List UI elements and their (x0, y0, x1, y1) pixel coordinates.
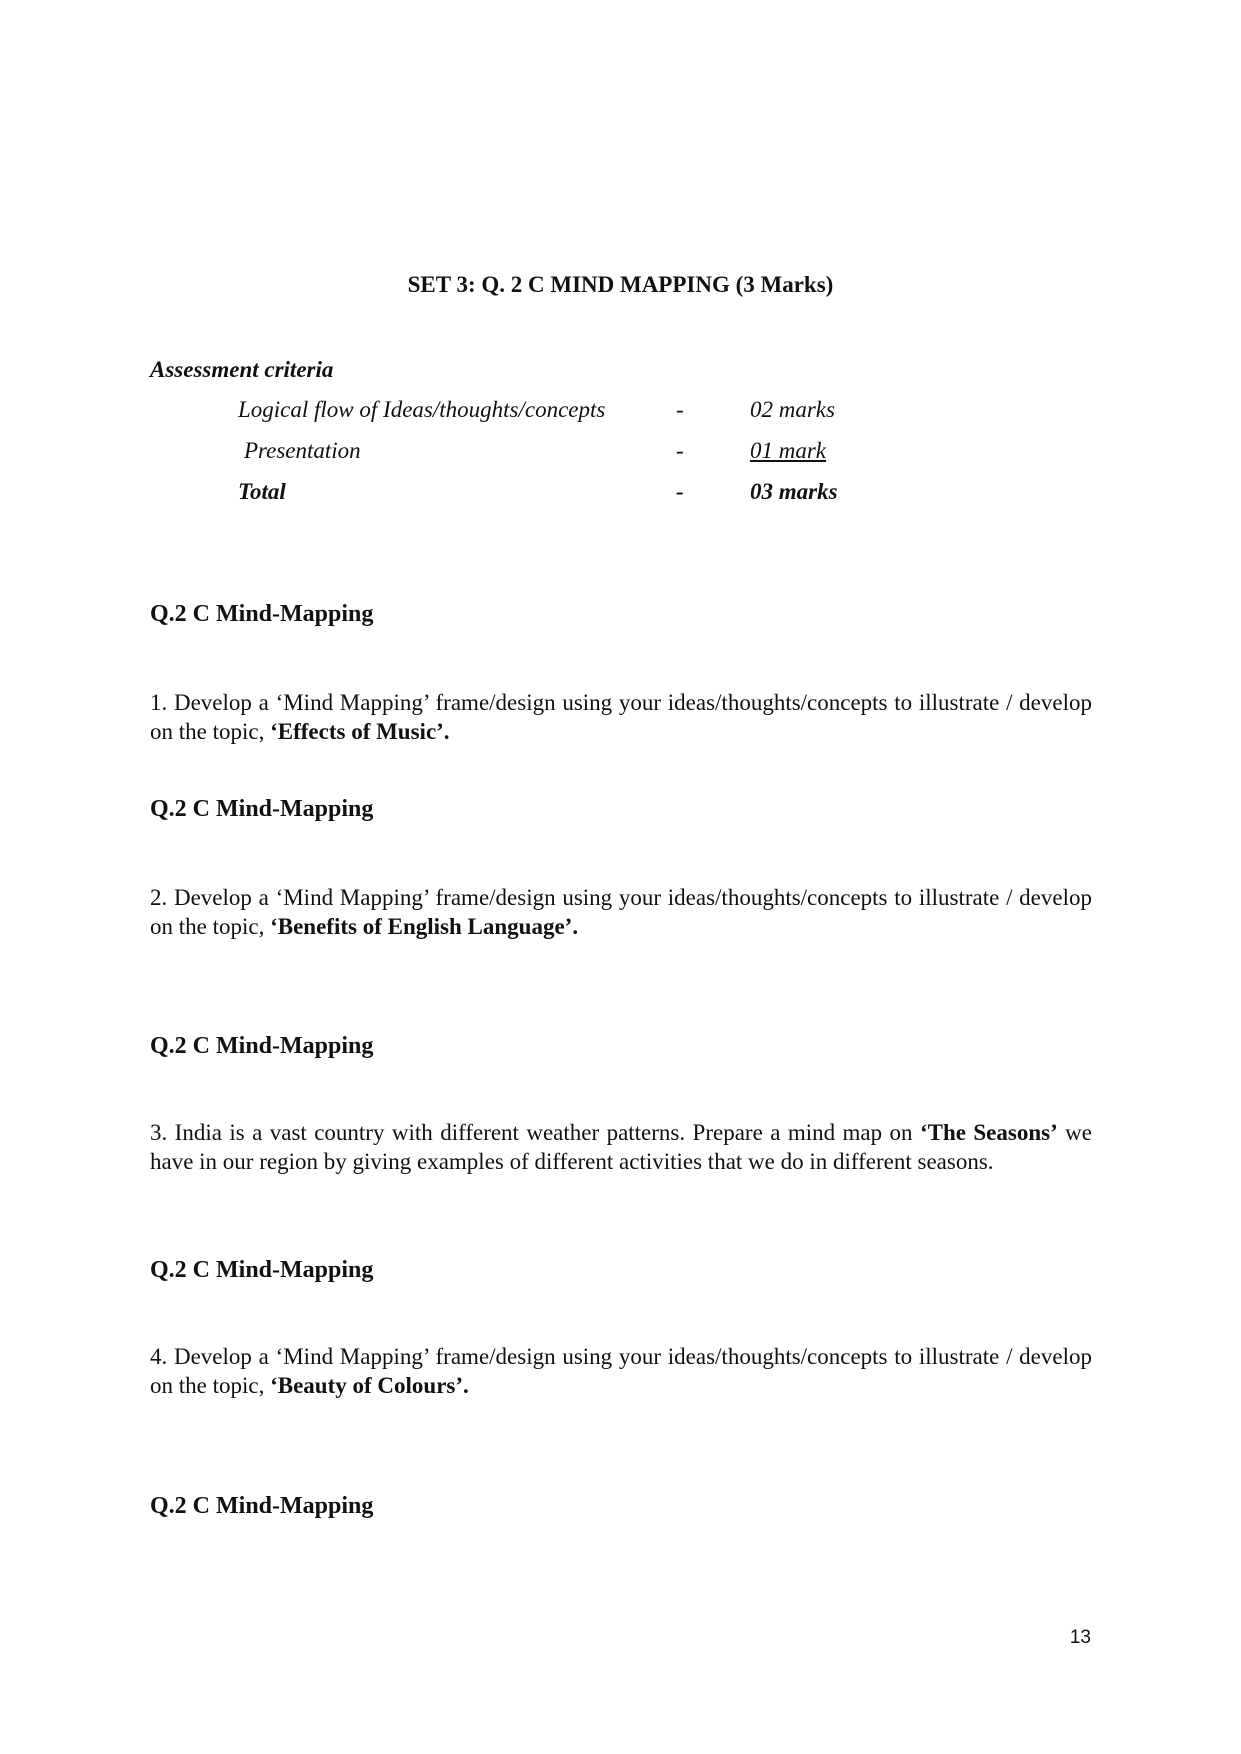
question-heading: Q.2 C Mind-Mapping (150, 1257, 374, 1283)
criteria-label: Presentation (244, 438, 361, 463)
criteria-label: Logical flow of Ideas/thoughts/concepts (238, 397, 606, 422)
criteria-row-logical-flow (0, 397, 1241, 427)
page-number: 13 (1069, 1627, 1091, 1648)
question-text (150, 883, 1092, 941)
question-heading: Q.2 C Mind-Mapping (150, 1493, 374, 1519)
question-text (150, 688, 1092, 746)
question-text (150, 1342, 1092, 1400)
question-topic: ‘The Seasons’ (919, 1120, 1058, 1145)
question-heading: Q.2 C Mind-Mapping (150, 601, 374, 627)
question-body: 4. Develop a ‘Mind Mapping’ frame/design using your ideas/thoughts/concepts to illustrate / develop on the topic, (150, 1344, 1092, 1398)
criteria-row-presentation (0, 438, 1241, 468)
question-heading: Q.2 C Mind-Mapping (150, 1033, 374, 1059)
criteria-label: Total (238, 479, 286, 504)
criteria-dash: - (676, 438, 684, 463)
question-text (150, 1118, 1092, 1176)
question-body-continued: we have in our region by giving examples of different activities that we do in different seasons. (150, 1120, 1092, 1174)
question-topic: ‘Effects of Music’. (270, 719, 450, 744)
page-title: SET 3: Q. 2 C MIND MAPPING (3 Marks) (407, 272, 834, 297)
question-body: 1. Develop a ‘Mind Mapping’ frame/design using your ideas/thoughts/concepts to illustrate / develop on the topic, (150, 690, 1092, 744)
question-heading: Q.2 C Mind-Mapping (150, 796, 374, 822)
criteria-value: 03 marks (750, 479, 838, 504)
question-topic: ‘Benefits of English Language’. (270, 914, 579, 939)
criteria-value: 01 mark (750, 438, 827, 463)
criteria-dash: - (676, 397, 684, 422)
criteria-dash: - (676, 479, 684, 504)
question-topic: ‘Beauty of Colours’. (270, 1373, 469, 1398)
criteria-row-total (0, 479, 1241, 509)
question-body: 3. India is a vast country with different weather patterns. Prepare a mind map on (150, 1120, 920, 1145)
assessment-criteria-heading: Assessment criteria (150, 357, 334, 382)
question-body: 2. Develop a ‘Mind Mapping’ frame/design using your ideas/thoughts/concepts to illustrate / develop on the topic, (150, 885, 1092, 939)
criteria-value: 02 marks (750, 397, 835, 422)
